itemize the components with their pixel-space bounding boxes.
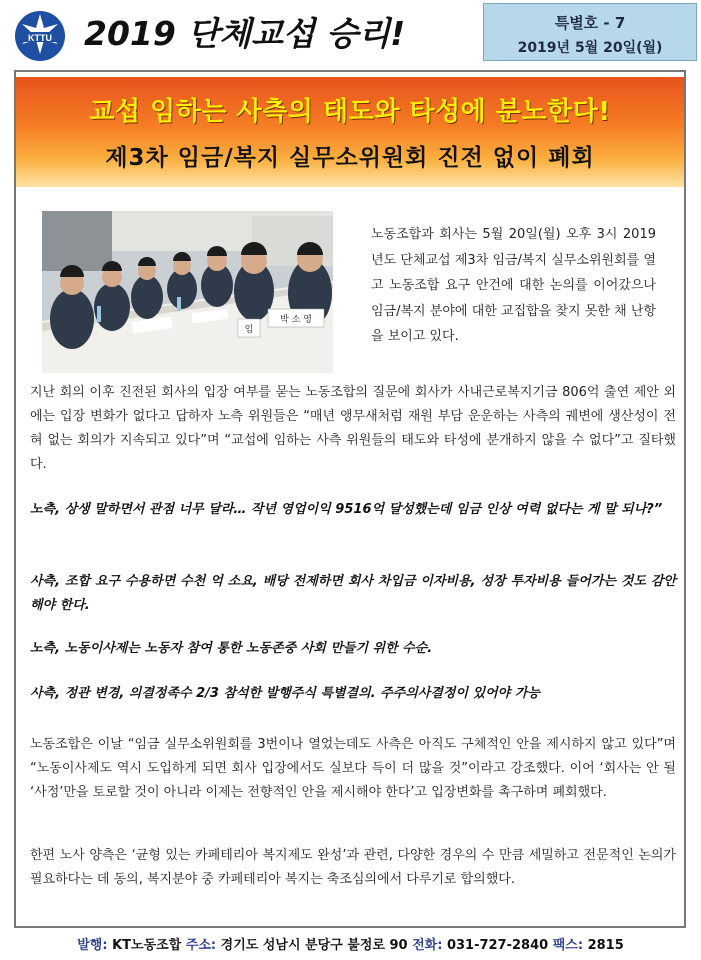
nameplate-1: 임: [244, 325, 254, 335]
highlight-2: 사측, 조합 요구 수용하면 수천 억 소요, 배당 전제하면 회사 차입금 이자비용, 성장 투자비용 들어가는 것도 감안해야 한다.: [30, 574, 676, 613]
fax-label: 팩스:: [552, 938, 584, 953]
page-title: 2019 단체교섭 승리!: [84, 14, 406, 53]
address-label: 주소:: [185, 938, 217, 953]
phone-label: 전화:: [412, 938, 443, 953]
publisher-label: 발행:: [77, 938, 108, 953]
issue-number: 특별호 - 7: [554, 14, 626, 32]
highlight-4: 사측, 정관 변경, 의결정족수 2/3 참석한 발행주식 특별결의. 주주의사결정이 있어야 가능: [30, 686, 540, 701]
body-paragraph-1: 지난 회의 이후 진전된 회사의 입장 여부를 묻는 노동조합의 질문에 회사가 사내근로복지기금 806억 출연 제안 외에는 입장 변화가 없다고 답하자 노측 위원들은 “매년 앵무새처럼 재원 부담 운운하는 사측의 궤변에 생산성이 전혀 없는 회의가 지속되고 있다”며 “교섭에 임하는 사측 위원들의 태도와 타성에 분개하지 않을 수 없다”고 질타했다.: [30, 385, 676, 472]
intro-paragraph: 노동조합과 회사는 5월 20일(월) 오후 3시 2019년도 단체교섭 제3차 임금/복지 실무소위원회를 열고 노동조합 요구 안건에 대한 논의를 이어갔으나 임금/복지 분야에 대한 교집합을 찾지 못한 채 난항을 보이고 있다.: [371, 227, 656, 344]
highlight-1: 노측, 상생 말하면서 관점 너무 달라… 작년 영업이익 9516억 달성했는데 임금 인상 여력 없다는 게 말 되나?”: [30, 502, 663, 517]
address: 경기도 성남시 분당구 불정로 90: [220, 938, 408, 953]
fax: 2815: [587, 938, 624, 953]
publisher: KT노동조합: [112, 938, 182, 953]
highlight-3: 노측, 노동이사제는 노동자 참여 통한 노동존중 사회 만들기 위한 수순.: [30, 641, 433, 656]
headline-banner: [16, 77, 684, 187]
nameplate-2: 박 소 영: [280, 315, 312, 325]
kttu-logo: [14, 10, 66, 62]
headline: 교섭 임하는 사측의 태도와 타성에 분노한다!: [89, 97, 611, 127]
footer: [0, 934, 701, 953]
meeting-photo: [42, 211, 333, 373]
subheadline: 제3차 임금/복지 실무소위원회 진전 없이 폐회: [105, 145, 595, 171]
issue-date: 2019년 5월 20일(월): [517, 40, 663, 56]
svg-text:KTTU: KTTU: [28, 33, 52, 43]
body-paragraph-3: 한편 노사 양측은 ‘균형 있는 카페테리아 복지제도 완성’과 관련, 다양한 경우의 수 만큼 세밀하고 전문적인 논의가 필요하다는 데 동의, 복지분야 중 카페테리아 복지는 축조심의에서 다루기로 합의했다.: [30, 848, 676, 887]
phone: 031-727-2840: [446, 938, 549, 953]
body-paragraph-2: 노동조합은 이날 “임금 실무소위원회를 3번이나 열었는데도 사측은 아직도 구체적인 안을 제시하지 않고 있다”며 “노동이사제도 역시 도입하게 되면 회사 입장에서도 실보다 득이 더 많을 것”이라고 강조했다. 이어 ‘회사는 안 될 ‘사정’만을 토로할 것이 아니라 이제는 전향적인 안을 제시해야 한다’고 입장변화를 촉구하며 폐회했다.: [30, 737, 676, 800]
issue-info-box: [483, 3, 697, 61]
